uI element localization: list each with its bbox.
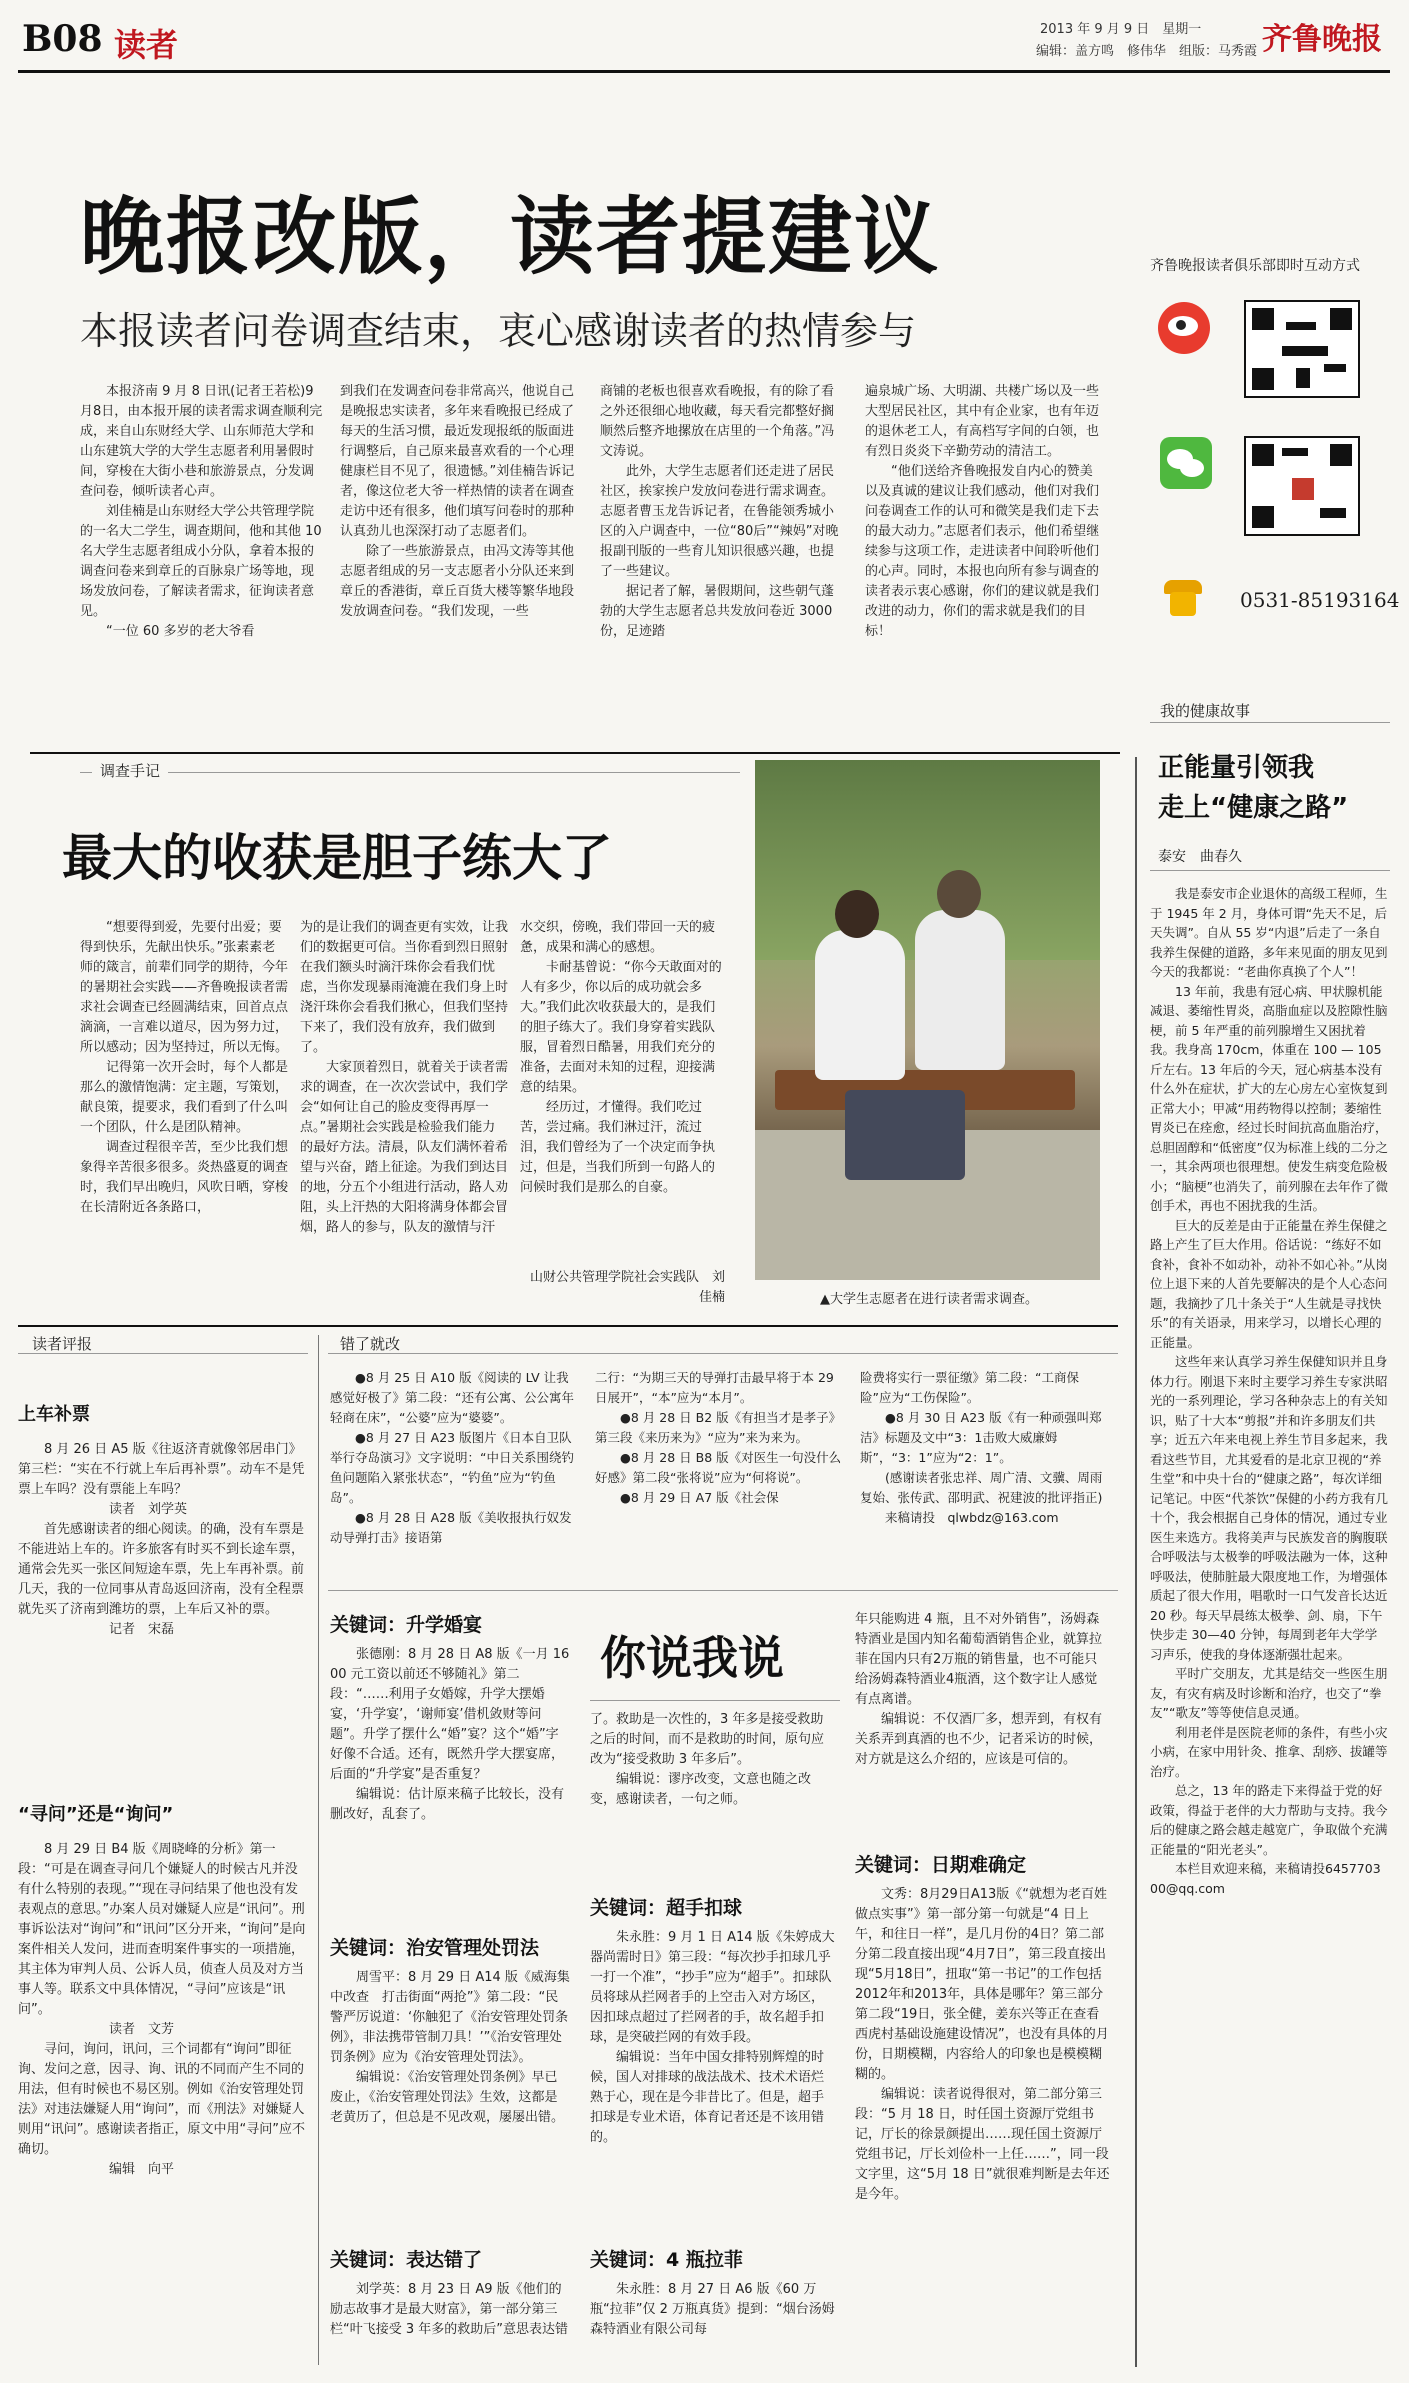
survey-note-column-1: “想要得到爱，先要付出爱；要得到快乐，先献出快乐。”张素素老师的箴言，前辈们同学的期待，今年的暑期社会实践——齐鲁晚报读者需求社会调查已经圆满结束，回首点点滴滴，一言难以道尽，因为努力过，所以感动；因为坚持过，所以无悔。 记得第一次开会时，每个人都是那么的激情饱满：定主题，写策划，献良策，提要求，我们看到了什么叫一个团队，什么是团队精神。 调查过程很辛苦，至少比我们想象得辛苦很多很多。炎热盛夏的调查时，我们早出晚归，风吹日晒，穿梭在长清附近各条路口，: [80, 920, 289, 1215]
ni-shuo-wo-shuo-title: 你说我说: [600, 1631, 784, 1685]
errata-bottom-rule: [328, 1590, 1118, 1591]
telephone-icon: [1160, 578, 1206, 618]
keyword-1-body: 张德刚：8 月 28 日 A8 版《一月 1600 元工资以前还不够随礼》第二段：“……利用子女婚嫁，升学大摆婚宴，‘升学宴’，‘谢师宴’借机敛财等问题”。升学了摆什么“婚”宴？这个“婚”字好像不合适。还有，既然升学大摆宴席，后面的“升学宴”是否重复？ 编辑说：估计原来稿子比较长，没有删改好，乱套了。: [330, 1647, 570, 1822]
errata-rule: [328, 1353, 1118, 1354]
hotline-number: 0531-85193164: [1240, 588, 1400, 612]
review-item-1-title: 上车补票: [18, 1404, 90, 1425]
ni-shuo-rule: [590, 1700, 840, 1701]
lead-headline: 晚报改版，读者提建议: [80, 188, 941, 286]
health-headline-2: 走上“健康之路”: [1158, 793, 1349, 823]
editor-credits: 编辑：盖方鸣 修伟华 组版：马秀霞: [1036, 44, 1258, 59]
health-column-border: [1135, 757, 1137, 2367]
health-headline-1: 正能量引领我: [1158, 753, 1315, 783]
keyword-2-title: 关键词：治安管理处罚法: [330, 1937, 540, 1959]
health-tag: 我的健康故事: [1160, 702, 1251, 720]
review-item-1-body: 8 月 26 日 A5 版《往返济青就像邻居串门》第三栏：“实在不行就上车后再补票”。动车不是凭票上车吗？没有票能上车吗？ 读者 刘学英 首先感谢读者的细心阅读。的确，没有车票是不能进站上车的。许多旅客有时买不到长途车票，通常会先买一张区间短途车票，先上车再补票。前几天，我的一位同事从青岛返回济南，没有全程票就先买了济南到潍坊的票，上车后又补的票。 记者 宋磊: [18, 1442, 305, 1637]
review-item-2-title: “寻问”还是“询问”: [18, 1804, 174, 1825]
page-number: B08: [22, 18, 103, 60]
weibo-qr-code: [1244, 300, 1360, 398]
errata-column-1: ●8 月 25 日 A10 版《阅读的 LV 让我感觉好极了》第二段：“还有公寓、公公寓年轻商在床”，“公婆”应为“婆婆”。 ●8 月 27 日 A23 版图片《日本自卫队举行夺岛演习》文字说明：“中日关系围绕钓鱼问题陷入紧张状态”，“钓鱼”应为“钓鱼岛”。 ●8 月 28 日 A28 版《美收报执行奴发动导弹打击》接语第: [330, 1370, 574, 1545]
reader-review-tag: 读者评报: [32, 1335, 93, 1353]
survey-tag-rule: [80, 772, 740, 773]
reader-review-rule: [18, 1353, 308, 1354]
lead-column-1: 本报济南 9 月 8 日讯(记者王若松)9月8日，由本报开展的读者需求调查顺利完成，来自山东财经大学、山东师范大学和山东建筑大学的大学生志愿者利用暑假时间，穿梭在大街小巷和旅游景点，分发调查问卷，倾听读者心声。 刘佳楠是山东财经大学公共管理学院的一名大二学生，调查期间，他和其他 10 名大学生志愿者组成小分队，拿着本报的调查问卷来到章丘的百脉泉广场等地，现场发放问卷，了解读者需求，征询读者意见。 “一位 60 多岁的老大爷看: [80, 384, 323, 639]
ni-shuo-intro: 了。救助是一次性的，3 年多是接受救助之后的时间，而不是救助的时间，原句应改为“接受救助 3 年多后”。 编辑说：谬序改变，文意也随之改变，感谢读者，一句之师。: [590, 1712, 825, 1807]
health-body: 我是泰安市企业退休的高级工程师，生于 1945 年 2 月，身体可谓“先天不足，后天失调”。自从 55 岁“内退”后走了一条自我养生保健的道路，多年来见面的朋友见到今天的我都说：“老曲你真换了个人”！ 13 年前，我患有冠心病、甲状腺机能减退、萎缩性胃炎，高脂血症以及腔隙性脑梗，前 5 年严重的前列腺增生又困扰着我。我身高 170cm，体重在 100 — 105 斤左右。13 年后的今天，冠心病基本没有什么外在症状，扩大的左心房左心室恢复到正常大小；甲减“用药物得以控制；萎缩性胃炎已在痊愈，经过长时间抗高血脂治疗，总胆固醇和“低密度”仅为标准上线的二分之一，其余两项也很理想。使发生病变危险极小；“脑梗”也消失了，前列腺在去年作了微创手术，再也不困扰我的生活。 巨大的反差是由于正能量在养生保健之路上产生了巨大作用。俗话说：“练好不如食补，食补不如动补，动补不如心补。”从岗位上退下来的人首先要解决的是个人心态问题，我摘抄了几十条关于“人生就是寻找快乐”的有关语录，用来学习，以增长心理的正能量。 这些年来认真学习养生保健知识并且身体力行。刚退下来时主要学习养生专家洪昭光的一系列理论，学习各种杂志上的有关知识，贴了十大本“剪报”并和许多朋友们共享；近五六年来电视上养生节目多起来，我看这些节目，尤其爱看的是北京卫视的“养生堂”和中央十台的“健康之路”，每次详细记笔记。中医“代茶饮”保健的小药方我有几十个，我会根据自己身体的情况，通过专业医生来选方。我将美声与民族发音的胸腹联合呼吸法与太极拳的呼吸法融为一体，这种呼吸法，使肺脏最大限度地工作，为增强体质起了很大作用，唱歌时一口气发音长达近 20 秒。每天早晨练太极拳、剑、扇，下午快步走 30—40 分钟，每周到老年大学学习声乐，使我的身体逐渐强壮起来。 平时广交朋友，尤其是结交一些医生朋友，有灾有病及时诊断和治疗，也交了“拳友”“歌友”等等使信息灵通。 利用老伴是医院老师的条件，有些小灾小病，在家中用针灸、推拿、刮痧、拔罐等治疗。 总之，13 年的路走下来得益于党的好政策，得益于老伴的大力帮助与支持。我今后的健康之路会越走越宽广，争取做个充满正能量的“阳光老头”。 本栏目欢迎来稿，来稿请投645770300@qq.com: [1150, 886, 1388, 1896]
health-author-rule: [1150, 870, 1390, 871]
health-tag-rule: [1150, 722, 1390, 723]
keyword-2-body: 周雪平：8 月 29 日 A14 版《威海集中改查 打击街面“两抢”》第二段：“民警严厉说道：‘你触犯了《治安管理处罚条例》，非法携带管制刀具！’”《治安管理处罚条例》应为《治安管理处罚法》。 编辑说：《治安管理处罚条例》早已废止，《治安管理处罚法》生效，这都是老黄历了，但总是不见改观，屡屡出错。: [330, 1970, 570, 2125]
ni-shuo-right-intro: 年只能购进 4 瓶，且不对外销售”，汤姆森特酒业是国内知名葡萄酒销售企业，就算拉菲在国内只有2万瓶的销售量，也不可能只给汤姆森特酒业4瓶酒，这个数字让人感觉有点离谱。 编辑说：不仅酒厂多，想弄到，有权有关系弄到真酒的也不少，记者采访的时候，对方就是这么介绍的，应该是可信的。: [855, 1612, 1103, 1767]
keyword-3-title: 关键词：表达错了: [330, 2249, 483, 2271]
volunteer-survey-photo: [755, 760, 1100, 1280]
lower-section-rule: [18, 1325, 1118, 1327]
keyword-6-body: 文秀：8月29日A13版《“就想为老百姓做点实事”》第一部分第一句就是“4 日上午，和往日一样”，是几月份的4日？第二部分第二段直接出现“4月7日”，第三段直接出现“5月18日”，扭取“第一书记”的工作包括2012年和2013年，具体是哪年？第三部分第二段“19日，张全健，姜东兴等正在查看西虎村基础设施建设情况”，也没有具体的月份，日期模糊，内容给人的印象也是模模糊糊的。 编辑说：读者说得很对，第二部分第三段：“5 月 18 日，时任国土资源厅党组书记，厅长的徐景颜提出……现任国土资源厅党组书记，厅长刘俭朴一上任……”，同一段文字里，这“5月 18 日”就很难判断是去年还是今年。: [855, 1887, 1110, 2202]
survey-note-signature: 山财公共管理学院社会实践队 刘佳楠: [529, 1270, 725, 1305]
lead-divider: [30, 752, 1120, 754]
errata-column-3: 险费将实行一票征缴》第二段：“工商保险”应为“工伤保险”。 ●8 月 30 日 A23 版《有一种顽强叫郑洁》标题及文中“3：1击败大威廉姆斯”，“3：1”应为“2：1”。 (感谢读者张忠祥、周广清、文骥、周雨复始、张传武、邵明武、祝建波的批评指正) 来稿请投 qlwbdz@163.com: [860, 1370, 1103, 1525]
weibo-icon: [1158, 302, 1210, 354]
wechat-icon: [1160, 437, 1212, 489]
errata-tag: 错了就改: [340, 1335, 401, 1353]
errata-column-2: 二行：“为期三天的导弹打击最早将于本 29 日展开”，“本”应为“本月”。 ●8 月 28 日 B2 版《有担当才是孝子》第三段《来历来为》“应为”来为来为。 ●8 月 28 日 B8 版《对医生一句没什么好感》第二段“张将说”应为“何将说”。 ●8 月 29 日 A7 版《社会保: [595, 1370, 842, 1505]
keyword-4-title: 关键词：超手扣球: [590, 1897, 743, 1919]
keyword-4-body: 朱永胜：9 月 1 日 A14 版《朱婷成大器尚需时日》第三段：“每次抄手扣球几乎一打一个准”，“抄手”应为“超手”。扣球队员将球从拦网者手的上空击入对方场区，因扣球点超过了拦网者的手，故名超手扣球，是突破拦网的有效手段。 编辑说：当年中国女排特别辉煌的时候，国人对排球的战法战术、技术术语烂熟于心，现在是今非昔比了。但是，超手扣球是专业术语，体育记者还是不该用错的。: [590, 1930, 835, 2145]
survey-note-tag: 调查手记: [92, 760, 168, 781]
photo-caption: ▲大学生志愿者在进行读者需求调查。: [820, 1292, 1038, 1307]
review-divider: [318, 1335, 319, 2365]
health-author: 泰安 曲春久: [1158, 849, 1242, 865]
issue-date: 2013 年 9 月 9 日 星期一: [1040, 22, 1202, 37]
survey-note-column-2: 为的是让我们的调查更有实效，让我们的数据更可信。当你看到烈日照射在我们额头时滴汗珠你会看我们忧虑，当你发现暴雨淹漉在我们身上时浇汗珠你会看我们揪心，但我们坚持下来了，我们没有放弃，我们做到了。 大家顶着烈日，就着关于读者需求的调查，在一次次尝试中，我们学会“如何让自己的脸皮变得再厚一点。”暑期社会实践是检验我们能力的最好方法。清晨，队友们满怀着希望与兴奋，踏上征途。为我们到达目的地，分五个小组进行活动，路人劝阻，头上汗热的大阳将满身体都会冒烟，路人的参与，队友的激情与汗: [300, 920, 509, 1235]
lead-column-2: 到我们在发调查问卷非常高兴，他说自己是晚报忠实读者，多年来看晚报已经成了每天的生活习惯，最近发现报纸的版面进行调整后，自己原来最喜欢看的一个心理健康栏目不见了，很遗憾。”刘佳楠告诉记者，像这位老大爷一样热情的读者在调查走访中还有很多，他们填写问卷时的那种认真劲儿也深深打动了志愿者们。 除了一些旅游景点，由冯文涛等其他志愿者组成的另一支志愿者小分队还来到章丘的香港街，章丘百货大楼等繁华地段发放调查问卷。“我们发现，一些: [340, 384, 575, 619]
wechat-qr-code: [1244, 436, 1360, 536]
keyword-6-title: 关键词：日期难确定: [855, 1854, 1027, 1876]
keyword-5-body: 朱永胜：8 月 27 日 A6 版《60 万瓶“拉菲”仅 2 万瓶真货》提到：“烟台汤姆森特酒业有限公司每: [590, 2282, 835, 2337]
lead-subheadline: 本报读者问卷调查结束，衷心感谢读者的热情参与: [80, 309, 917, 353]
survey-note-headline: 最大的收获是胆子练大了: [62, 829, 612, 887]
newspaper-logo: 齐鲁晚报: [1262, 22, 1382, 57]
survey-note-column-3: 水交织，傍晚，我们带回一天的疲惫，成果和满心的感想。 卡耐基曾说：“你今天敢面对的人有多少，你以后的成功就会多大。”我们此次收获最大的，是我们的胆子练大了。我们身穿着实践队服，冒着烈日酷暑，用我们充分的准备，去面对未知的过程，迎接满意的结果。 经历过，才懂得。我们吃过苦，尝过痛。我们淋过汗，流过泪，我们曾经为了一个决定而争执过，但是，当我们所到一句路人的问候时我们是那么的自豪。: [520, 920, 722, 1195]
header-rule: [18, 70, 1390, 73]
lead-column-4: 遍泉城广场、大明湖、共楼广场以及一些大型居民社区，其中有企业家，也有年迈的退休老工人，有高档写字间的白领，也有烈日炎炎下辛勤劳动的清洁工。 “他们送给齐鲁晚报发自内心的赞美以及真诚的建议让我们感动，他们对我们问卷调查工作的认可和微笑是我们走下去的最大动力。”志愿者们表示，他们希望继续参与这项工作，走进读者中间聆听他们的心声。同时，本报也向所有参与调查的读者表示衷心感谢，你们的建议就是我们改进的动力，你们的需求就是我们的目标！: [865, 384, 1100, 639]
keyword-1-title: 关键词：升学婚宴: [330, 1614, 483, 1636]
review-item-2-body: 8 月 29 日 B4 版《周晓峰的分析》第一段：“可是在调查寻问几个嫌疑人的时候古凡并没有什么特别的表现。”“现在寻问结果了他也没有发表观点的意思。”办案人员对嫌疑人应是“讯问”。刑事诉讼法对“询问”和“讯问”区分开来，“询问”是向案件相关人发问，进而查明案件事实的一项措施，其主体为审判人员、公诉人员，侦查人员及对方当事人等。联系文中具体情况，“寻问”应该是“讯问”。 读者 文芳 寻问，询问，讯问，三个词都有“询问”即征询、发问之意，因寻、询、讯的不同而产生不同的用法，但有时候也不易区别。例如《治安管理处罚法》对违法嫌疑人用“询问”，而《刑法》对嫌疑人则用“讯问”。感谢读者指正，原文中用“寻问”应不确切。 编辑 向平: [18, 1842, 306, 2177]
keyword-3-body: 刘学英：8 月 23 日 A9 版《他们的励志故事才是最大财富》，第一部分第三栏“叶飞接受 3 年多的救助后”意思表达错: [330, 2282, 569, 2337]
section-name: 读者: [114, 26, 179, 64]
keyword-5-title: 关键词：4 瓶拉菲: [590, 2249, 743, 2271]
lead-column-3: 商铺的老板也很喜欢看晚报，有的除了看之外还很细心地收藏，每天看完都整好搁顺然后整齐地摞放在店里的一个角落。”冯文涛说。 此外，大学生志愿者们还走进了居民社区，挨家挨户发放问卷进行需求调查。志愿者曹玉龙告诉记者，在鲁能领秀城小区的入户调查中，一位“80后”“辣妈”对晚报副刊版的一些育儿知识很感兴趣，也提了一些建议。 据记者了解，暑假期间，这些朝气蓬勃的大学生志愿者总共发放问卷近 3000 份，足迹踏: [600, 384, 839, 639]
interactive-title: 齐鲁晚报读者俱乐部即时互动方式: [1150, 258, 1360, 274]
